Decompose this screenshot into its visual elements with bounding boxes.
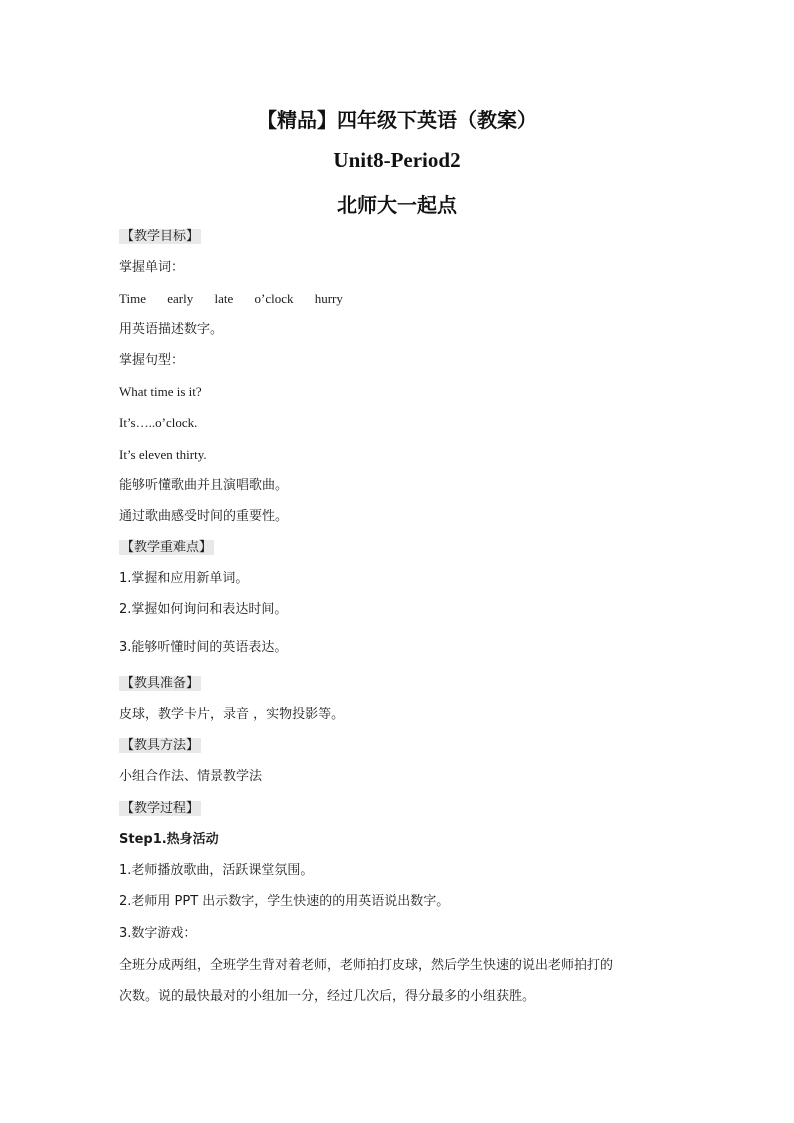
process-item: 2.老师用 PPT 出示数字，学生快速的的用英语说出数字。 [119,894,450,909]
materials-heading-line [119,675,201,693]
section-heading-process: 【教学过程】 [121,801,200,816]
pattern-sentence: It’s eleven thirty. [119,447,207,462]
key-point-item: 2.掌握如何询问和表达时间。 [119,602,288,617]
vocab-word: Time [119,291,146,306]
unit-title: Unit8-Period2 [333,148,461,172]
pattern-sentence: What time is it? [119,384,202,399]
methods-text: 小组合作法、情景教学法 [119,769,263,784]
vocab-word: late [214,291,234,306]
game-description-line: 全班分成两组，全班学生背对着老师，老师拍打皮球，然后学生快速的说出老师拍打的 [119,958,614,973]
pattern-sentence: It’s…..o’clock. [119,415,198,430]
section-heading-key-points: 【教学重难点】 [121,540,213,555]
process-heading-line [119,800,201,818]
section-heading-objectives: 【教学目标】 [121,229,200,244]
materials-text: 皮球，教学卡片，录音 ，实物投影等。 [119,707,345,722]
step1-title: Step1.热身活动 [119,832,219,847]
vocab-words [119,290,361,308]
pattern-label: 掌握句型： [119,353,185,368]
vocab-word: hurry [314,291,343,306]
vocab-label: 掌握单词： [119,260,185,275]
process-item: 3.数字游戏： [119,926,197,941]
methods-heading-line [119,737,201,755]
game-description-line: 次数。说的最快最对的小组加一分，经过几次后，得分最多的小组获胜。 [119,989,536,1004]
document-title: 【精品】四年级下英语（教案） [257,108,537,132]
publisher-title: 北师大一起点 [337,193,457,217]
numbers-line: 用英语描述数字。 [119,322,224,337]
song-line: 能够听懂歌曲并且演唱歌曲。 [119,478,289,493]
objectives-heading-line [119,228,201,246]
vocab-word: early [167,291,194,306]
section-heading-methods: 【教具方法】 [121,738,200,753]
importance-line: 通过歌曲感受时间的重要性。 [119,509,289,524]
key-point-item: 1.掌握和应用新单词。 [119,571,249,586]
process-item: 1.老师播放歌曲，活跃课堂氛围。 [119,863,314,878]
keypoints-heading-line [119,539,214,557]
vocab-word: o’clock [254,291,294,306]
key-point-item: 3.能够听懂时间的英语表达。 [119,640,288,655]
section-heading-materials: 【教具准备】 [121,676,200,691]
